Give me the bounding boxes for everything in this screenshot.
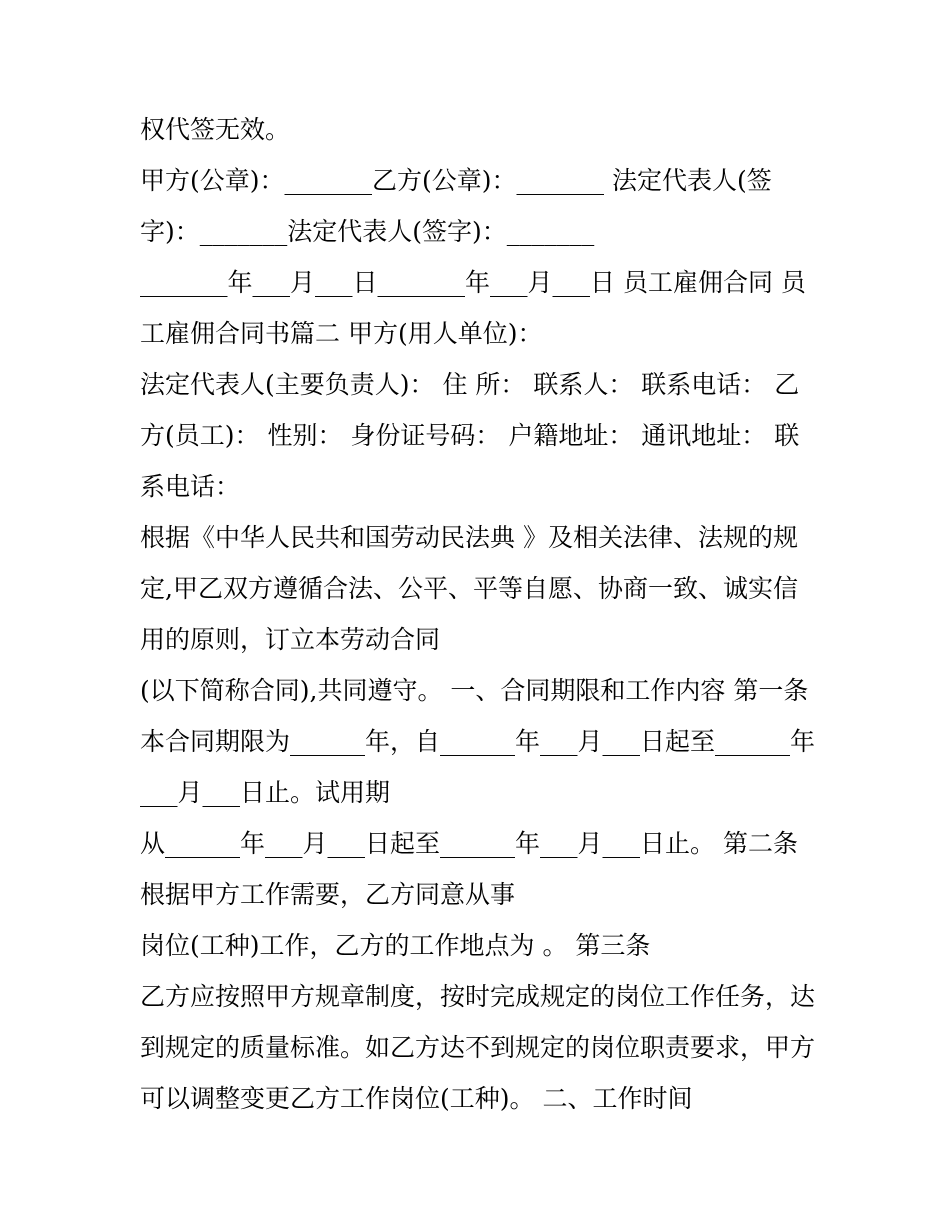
document-body xyxy=(140,104,820,1124)
text-line: ___月___日止。试用期 xyxy=(140,778,391,807)
text-line: 乙方应按照甲方规章制度，按时完成规定的岗位工作任务，达 xyxy=(140,982,816,1011)
text-line: (以下简称合同),共同遵守。 一、合同期限和工作内容 第一条 xyxy=(140,676,809,705)
text-line: 本合同期限为______年，自______年___月___日起至______年 xyxy=(140,727,816,756)
text-line: 根据甲方工作需要，乙方同意从事 xyxy=(140,880,516,909)
text-line: 可以调整变更乙方工作岗位(工种)。 二、工作时间 xyxy=(140,1084,693,1113)
text-line: _______年___月___日_______年___月___日 员工雇佣合同 员 xyxy=(140,268,806,297)
text-line: 字)：_______法定代表人(签字)：_______ xyxy=(140,217,595,246)
text-line: 法定代表人(主要负责人)： 住 所： 联系人： 联系电话： 乙 xyxy=(140,370,800,399)
text-line: 岗位(工种)工作，乙方的工作地点为 。 第三条 xyxy=(140,931,651,960)
text-line: 用的原则，订立本劳动合同 xyxy=(140,625,441,654)
text-line: 定,甲乙双方遵循合法、公平、平等自愿、协商一致、诚实信 xyxy=(140,574,798,603)
text-line: 方(员工)： 性别： 身份证号码： 户籍地址： 通讯地址： 联 xyxy=(140,421,800,450)
text-line: 到规定的质量标准。如乙方达不到规定的岗位职责要求，甲方 xyxy=(140,1033,816,1062)
text-line: 甲方(公章)：_______乙方(公章)：_______ 法定代表人(签 xyxy=(140,166,772,195)
text-line: 系电话： xyxy=(140,472,241,501)
text-line: 根据《中华人民共和国劳动民法典 》及相关法律、法规的规 xyxy=(140,523,798,552)
text-line: 权代签无效。 xyxy=(140,115,291,144)
text-line: 工雇佣合同书篇二 甲方(用人单位)： xyxy=(140,319,543,348)
text-line: 从______年___月___日起至______年___月___日止。 第二条 xyxy=(140,829,798,858)
